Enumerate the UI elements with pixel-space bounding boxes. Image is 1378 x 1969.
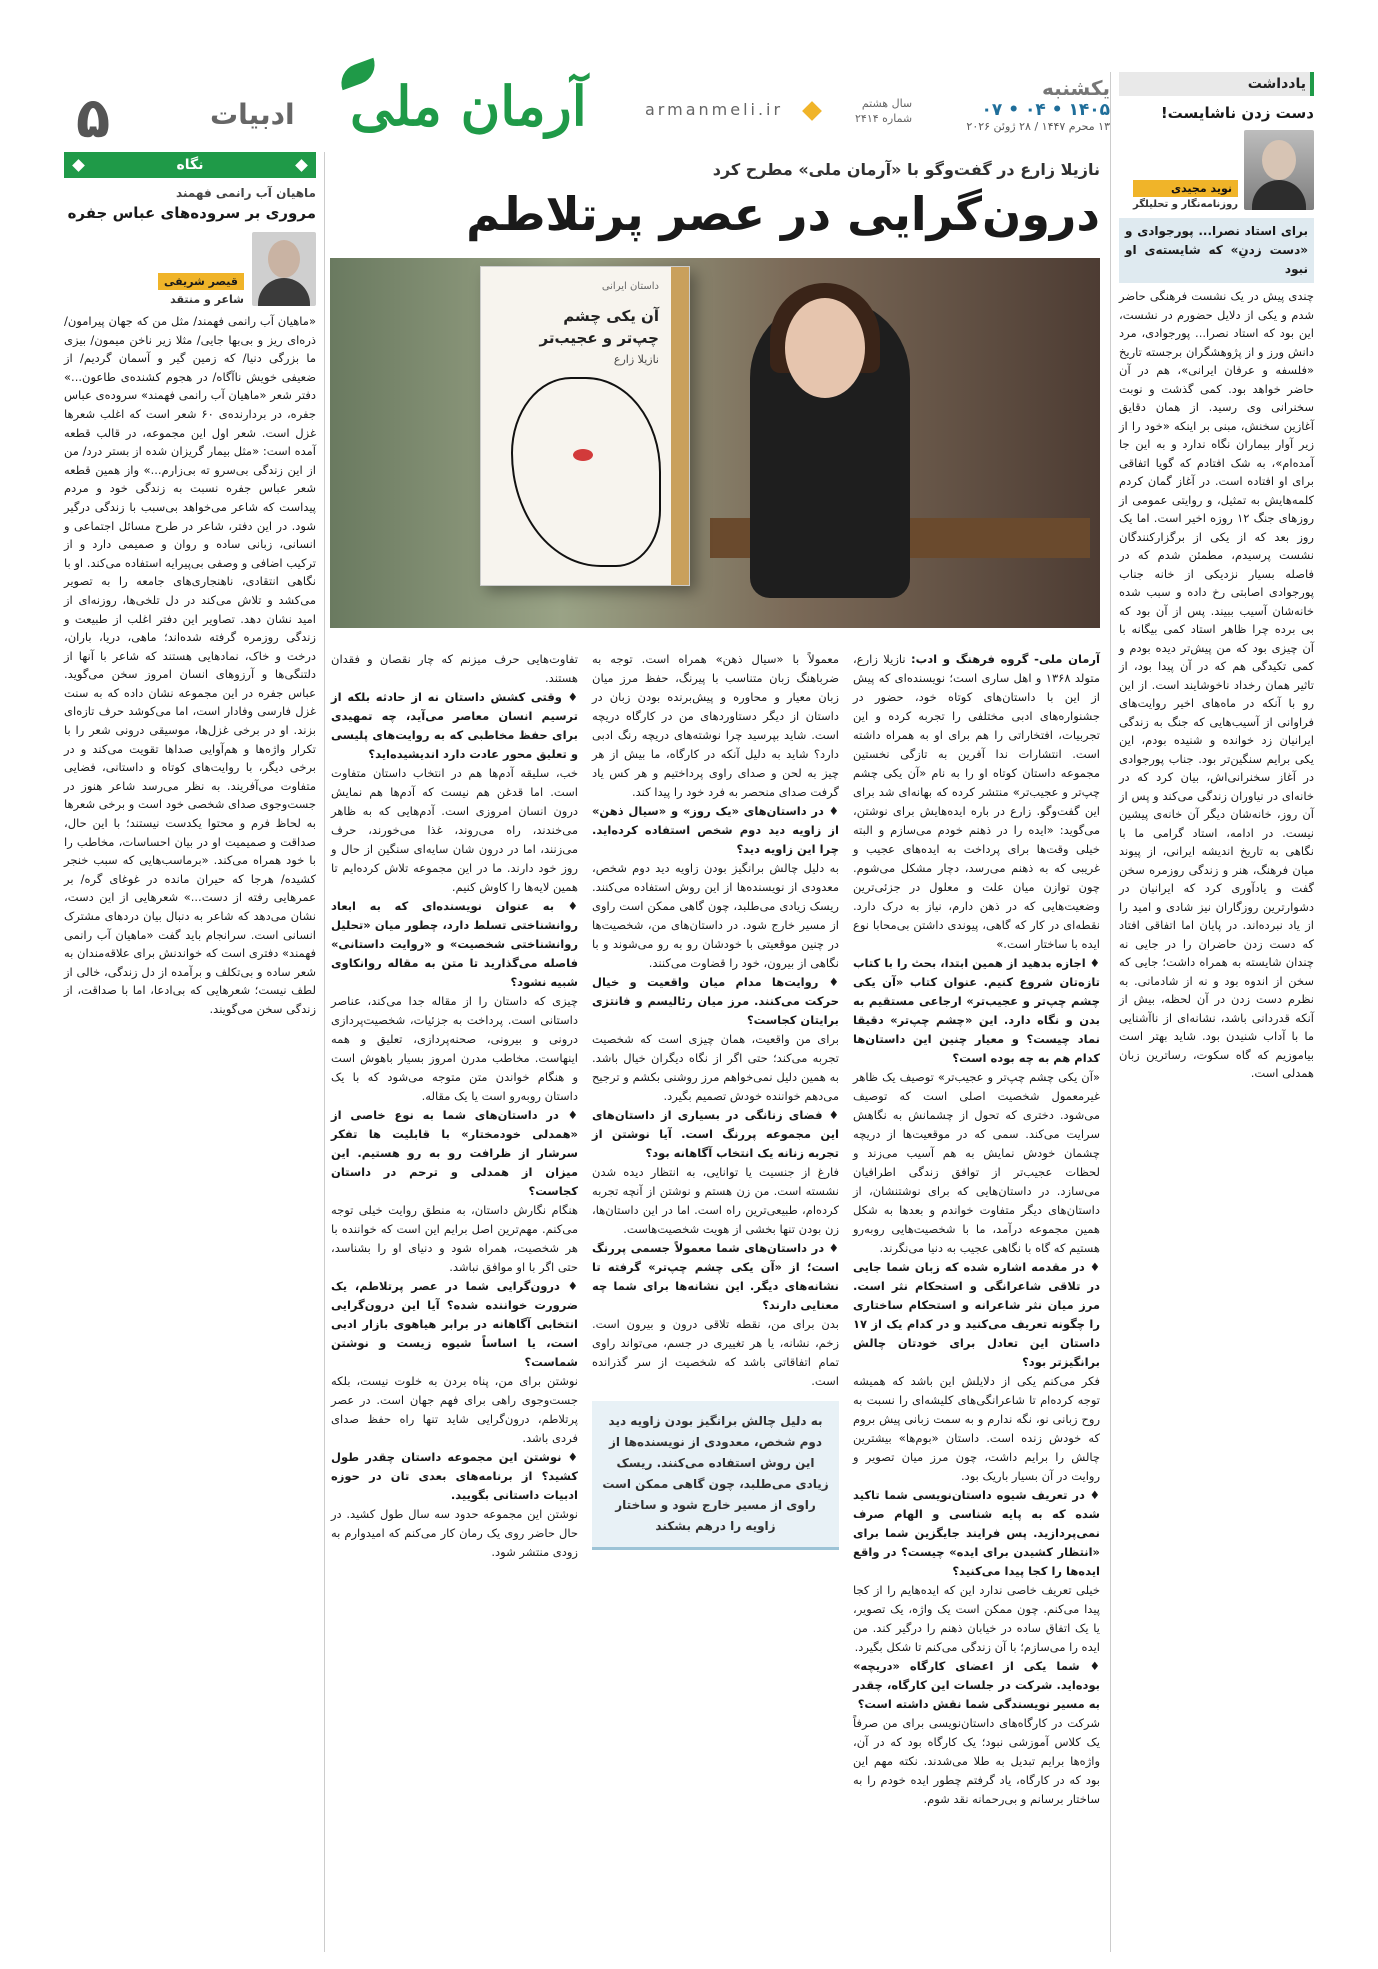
left-col-text: نوشتن این مجموعه حدود سه سال طول کشید. در حال حاضر روی یک رمان کار می‌کنم که امیدوارم به زودی منتشر شود.	[331, 1507, 578, 1559]
left-col-paragraph	[331, 1505, 578, 1562]
page-number: ۵	[76, 86, 111, 151]
middle-col-paragraph	[592, 1315, 839, 1391]
note-author-box	[1119, 130, 1314, 210]
right-col-text: شرکت در کارگاه‌های داستان‌نویسی برای من صرفاً یک کلاس آموزشی نبود؛ یک کارگاه بود که در آن، واژه‌ها برایم تبدیل به طلا می‌شدند. نکته مهم این بود که در کارگاه، یاد گرفتم چطور ایده خودم را به ساختار برسانم و بی‌رحمانه نقد شوم.	[853, 1716, 1100, 1806]
book-spine	[671, 267, 689, 585]
date-box	[930, 76, 1110, 133]
article-col-right	[853, 650, 1100, 1809]
right-col-question: ♦ اجازه بدهید از همین ابتدا، بحث را با کتاب تازه‌تان شروع کنیم. عنوان کتاب «آن یکی چشم چپ‌تر و عجیب‌تر» ارجاعی مستقیم به بدن و نگاه دارد. این «چشم چپ‌تر» دقیقا نماد چیست؟ و معیار چنین این داستان‌ها کدام هم به چه بوده است؟	[852, 956, 1100, 1065]
nagah-kicker: نگاه	[64, 152, 316, 178]
middle-col-question: ♦ در داستان‌های شما معمولاً جسمی پررنگ است؛ از «آن یکی چشم چپ‌تر» گرفته تا نشانه‌های دیگر. این نشانه‌ها برای شما چه معنایی دارند؟	[592, 1241, 839, 1312]
middle-text	[592, 650, 839, 1391]
article-col-left	[331, 650, 578, 1809]
site-url[interactable]: armanmeli.ir	[645, 100, 784, 119]
diamond-icon	[802, 101, 822, 121]
nagah-author-role: شاعر و منتقد	[170, 293, 244, 306]
left-col-paragraph	[331, 764, 578, 897]
left-col-question: ♦ وقتی کشش داستان نه از حادثه بلکه از ترسیم انسان معاصر می‌آید، چه تمهیدی برای حفظ مخاطبی که به روایت‌های پلیسی و تعلیق محور عادت دارد اندیشیده‌اید؟	[331, 690, 578, 761]
right-col-text: فکر می‌کنم یکی از دلایلش این باشد که همیشه توجه کرده‌ام تا شاعرانگی‌های کلیشه‌ای را نسبت به روح زبانی نو، نگه ندارم و به سمت زبانی پیش بروم که خودش زنده است. داستان «بوم‌ها» بیشترین چالش را برایم داشت، چون مرز میان تصویر و روایت در آن بسیار باریک بود.	[853, 1374, 1100, 1483]
left-col-paragraph	[331, 1201, 578, 1277]
middle-col-paragraph	[592, 859, 839, 973]
middle-col-text: به دلیل چالش برانگیز بودن زاویه دید دوم شخص، معدودی از نویسنده‌ها از این روش استفاده می‌کنند. ریسک زیادی می‌طلبد، چون گاهی ممکن است راوی از مسیر خارج شود. در داستان‌های من، شخصیت‌ها در چنین موقعیتی با خودشان رو به رو می‌شوند و با نگاهی از بیرون، خود را قضاوت می‌کنند.	[592, 861, 839, 970]
middle-col-paragraph	[592, 1163, 839, 1239]
article-col-middle	[592, 650, 839, 1809]
left-col-question: ♦ درون‌گرایی شما در عصر پرتلاطم، یک ضرورت خواننده شده؟ آیا این درون‌گرایی انتخابی آگاهانه در برابر هیاهوی بازار ادبی است، یا اساساً شیوه زیست و نوشتن شماست؟	[331, 1279, 578, 1369]
book-title: آن یکی چشم چپ‌تر و عجیب‌تر	[539, 307, 659, 347]
date-sub: ۱۳ محرم ۱۴۴۷ / ۲۸ ژوئن ۲۰۲۶	[966, 120, 1110, 133]
left-col-question: ♦ در داستان‌های شما به نوع خاصی از «همدلی خودمختار» با قابلیت ها تفکر سرشار از ظرافت رو به رو هستیم. این میزان از همدلی و ترحم در داستان کجاست؟	[331, 1108, 578, 1198]
nagah-body: «ماهیان آب رانمی فهمند/ مثل من که جهان پیرامون/ ذره‌ای ریز و بی‌بها جایی/ مثلا زیر ناخن میمون/ بیزی ما بزرگی دنیا/ که زمین گیر و آسمان گردیم/ از ضعیفی خویش ناآگاه/ در هجوم کشنده‌ی طاعون...» دفتر شعر «ماهیان آب رانمی فهمند» سروده‌ی عباس جفره، در بردارنده‌ی ۶۰ شعر است که اغلب شعرها غزل است. شعر اول این مجموعه، در قالب قطعه آمده است: «مثل بیمار گریزان شده از بستر درد/ من از این زندگی بی‌سرو ته بی‌زارم...» واز همین قطعه شعر عباس جفره نسبت به زندگی خود و مردم پیداست که شاعر می‌خواهد بی‌سبب با زندگی درگیر شود. در این دفتر، شاعر در طرح مسائل اجتماعی و انسانی، زبانی ساده و روان و صمیمی دارد و از ترکیب اضافی و وصفی بی‌پیرایه استفاده می‌کند. او با نگاهی انتقادی، ناهنجاری‌های جامعه را به تصویر می‌کشد و تلاش می‌کند در دل تلخی‌ها، روزنه‌ای از امید نشان دهد. تصاویر این دفتر اغلب از طبیعت و زندگی روزمره گرفته شده‌اند؛ ماهی، دریا، باران، درخت و خاک، نمادهایی هستند که شاعر با آنها از دلتنگی‌ها و آرزوهای انسان امروز سخن می‌گوید. عباس جفره در این مجموعه نشان داده که به سنت غزل فارسی وفادار است، اما می‌کوشد حرف تازه‌ای بزند. او در برخی غزل‌ها، موسیقی درونی شعر را با تکرار واژه‌ها و هم‌آوایی صداها تقویت می‌کند و در برخی دیگر، با روایت‌های کوتاه و داستانی، فضایی متفاوت می‌آفریند. به نظر می‌رسد شاعر هنوز در جست‌وجوی صدای شخصی خود است و برخی شعرها به لحاظ فرم و محتوا یکدست نیستند؛ با این حال، صداقت و صمیمیت او در بیان احساسات، مخاطب را با خود همراه می‌کند. «برماسب‌هایی که سبب خنجر کشیده/ هرجا که حیران مانده در غوغای گره/ بر عمرهایی رفته از دست...» شعرهایی از این دست، نشان می‌دهد که شاعر به دنبال بیان دردهای مشترک انسانی است. سرانجام باید گفت «ماهیان آب رانمی فهمند» دفتری است که خواندنش برای علاقه‌مندان به شعر ساده و بی‌تکلف و برآمده از دل زندگی، خالی از لطف نیست؛ شعرهایی که بی‌ادعا، اما با صداقت، از زندگی سخن می‌گویند.	[64, 314, 316, 1016]
left-col-question: ♦ نوشتن این مجموعه داستان چقدر طول کشید؟ از برنامه‌های بعدی تان در حوزه ادبیات داستانی بگویید.	[331, 1450, 578, 1502]
right-col-question: ♦ در مقدمه اشاره شده که زبان شما جایی در تلاقی شاعرانگی و استحکام نثر است. مرز میان نثر شاعرانه و استحکام ساختاری را چگونه تعریف می‌کنید و در کدام یک از ۱۷ داستان این تعادل برای خودتان چالش برانگیزتر بود؟	[853, 1260, 1100, 1369]
right-col-paragraph	[853, 1068, 1100, 1258]
nagah-subtitle: ماهیان آب رانمی فهمند	[176, 186, 316, 200]
middle-col-text: برای من واقعیت، همان چیزی است که شخصیت تجربه می‌کند؛ حتی اگر از نگاه دیگران خیال باشد. به همین دلیل نمی‌خواهم مرز روشنی بکشم و ترجیح می‌دهم خواننده خودش تصمیم بگیرد.	[592, 1032, 839, 1103]
left-col-text: خب، سلیقه آدم‌ها هم در انتخاب داستان متفاوت است. اما قدغن هم نیست که آدم‌ها هم نمایش درون انسان امروزی است. آدم‌هایی که به ظاهر می‌خندند، راه می‌روند، غذا می‌خورند، حرف می‌زنند، اما در درون شان سایه‌ای سنگین از حال و روز خود دارند. ما در این مجموعه تلاش کرده‌ایم تا همین لایه‌ها را کاوش کنیم.	[331, 766, 578, 894]
author-role: روزنامه‌نگار و تحلیلگر	[1133, 199, 1238, 210]
left-col-text: نوشتن برای من، پناه بردن به خلوت نیست، بلکه جست‌وجوی راهی برای فهم جهان است. در عصر پرتلاطم، درون‌گرایی شاید تنها راه حفظ صدای فردی باشد.	[331, 1374, 578, 1445]
middle-col-text: معمولاً با «سیال ذهن» همراه است. توجه به ضرباهنگ زبان متناسب با پیرنگ، حفظ مرز میان زبان معیار و محاوره و پیش‌برنده بودن زبان در داستان از دیگر دستاوردهای من در کارگاه دریچه است. شاید بپرسید چرا نوشته‌های دریچه رنگ ادبی دارد؟ شاید به دلیل آنکه در کارگاه، ما بیش از هر چیز به لحن و صدای راوی پرداختیم و هر کس یاد گرفت صدای منحصر به فرد خود را پیدا کند.	[592, 652, 839, 799]
right-col-paragraph	[853, 1714, 1100, 1809]
right-col-text: «آن یکی چشم چپ‌تر و عجیب‌تر» توصیف یک ظاهر غیرمعمول شخصیت اصلی است که توصیف می‌شود. دختری که تحول از چشمانش به نگاهش سرایت می‌کند. سمی که در موقعیت‌ها از دریچه چشمان خودش نمایش به هم آسیب می‌زند و لحظات عجیب‌تر از توافق زندگی اطرافیان می‌سازد. در داستان‌هایی که برای نوشتنشان، از داستان‌های دیگر متفاوت خواندم و بعدها به شکل همین مجموعه درآمد، ما با شخصیت‌هایی روبه‌رو هستیم که گاه با نگاهی عجیب به دنیا می‌نگرند.	[853, 1070, 1100, 1255]
article-photo	[330, 258, 1100, 628]
author-tag	[1133, 180, 1238, 210]
left-col-text: هنگام نگارش داستان، به منطق روایت خیلی توجه می‌کنم. مهم‌ترین اصل برایم این است که خواننده با هر شخصیت، همراه شود و دنیای او را بشناسد، حتی اگر با او موافق نباشد.	[331, 1203, 578, 1274]
pullquote: به دلیل چالش برانگیز بودن زاویه دید دوم شخص، معدودی از نویسنده‌ها از این روش استفاده می‌کنند. ریسک زیادی می‌طلبد، چون گاهی ممکن است راوی از مسیر خارج شود و ساختار زاویه را درهم بشکند	[592, 1401, 839, 1550]
nagah-author-box	[64, 232, 316, 306]
left-col-paragraph	[331, 992, 578, 1106]
nagah-author-name: قیصر شریفی	[158, 273, 244, 290]
date-main: ۱۴۰۵ • ۰۴ • ۰۷	[981, 100, 1110, 120]
issue-number: شماره ۲۴۱۴	[855, 112, 913, 125]
right-col-paragraph	[853, 650, 1100, 954]
right-col-paragraph	[853, 1372, 1100, 1486]
article-overline: نازیلا زارع در گفت‌وگو با «آرمان ملی» مطرح کرد	[712, 160, 1100, 179]
nagah-author-tag	[158, 273, 244, 306]
middle-col-paragraph	[592, 650, 839, 802]
middle-col-paragraph	[592, 1030, 839, 1106]
note-body: چندی پیش در یک نشست فرهنگی حاضر شدم و یکی از دلایل حضورم در نشست، این بود که استاد نصرا... پورجوادی، مرد دانش ورز و از پژوهشگران برجسته تاریخ «فلسفه و عرفان ایرانی»، هم در آن حاضر خواهد بود. کمی گذشت و نوبت سخنرانی وی رسید. از همان دقایق آغازین سخنش، مبنی بر اینکه «خود را از زیر آوار بیماران نگاه ندارد و به این جا آمده‌ام»، به شک افتادم که گویا اتفاقی برای او افتاده است. در آغاز گمان کردم کلمه‌هایش به تمثیل، و روایتی عمومی از روزهای جنگ ۱۲ روزه اخیر است. اما یک روز بعد که از یکی از برگزارکنندگان نشست پرسیدم، مطمئن شدم که در فاصله بسیار نزدیکی از خانه جناب پورجوادی اصابتی رخ داده و سبب شده خانه‌شان آسیب ببیند. پس از آن بود که بی برده چرا ظاهر استاد کمی بیگانه با آن چیزی بود که من پیش‌تر دیده بودم و کمی تکیدگی هم که در آن پیدا بود، از تاثیر همان رخداد ناخوشایند است. از این رو با آنکه در ماه‌های اخیر روایت‌های فراوانی از آسیب‌هایی که جنگ به زندگی ایرانیان زد خوانده و شنیده بودم، این یکی برایم سنگین‌تر بود. جناب پورجوادی در آغاز سخنرانی‌اش، بیان کرد که در خانه‌ای در نیاوران زندگی می‌کند و پس از آن روز، خانه‌شان دیگر آن خانه‌ی پیشین نیست. در ادامه، استاد گرامی ما با نگاهی به تاریخ اندیشه ایرانی، از پیوند میان فرهنگ، هنر و زندگی روزمره سخن گفت و یادآوری کرد که ایرانیان در دشوارترین روزگاران نیز شادی و امید را از یاد نبرده‌اند. در پایان اما اتفاقی افتاد که دست زدن حاضران را در جایی نه چندان شایسته به همراه داشت؛ جایی که سخن از اندوه بود و نه از شادمانی. به نظرم دست زدن در آن لحظه، بیش از آنکه قدردانی باشد، نشانه‌ای از ناآشنایی ما با آداب شنیدن بود. شاید بهتر است بیاموزیم که گاه سکوت، رساترین زبان همدلی است.	[1119, 289, 1314, 1080]
issue-year: سال هشتم	[861, 97, 913, 110]
book-author: نازیلا زارع	[613, 353, 659, 366]
author-portrait	[1244, 130, 1314, 210]
left-col-paragraph	[331, 650, 578, 688]
right-col-question: ♦ در تعریف شیوه داستان‌نویسی شما تاکید شده که به پایه شناسی و الهام صرف نمی‌پردازید. پس فرایند جایگزین شما برای «انتظار کشیدن برای ایده» چیست؟ در واقع ایده‌ها را کجا پیدا می‌کنید؟	[853, 1488, 1100, 1578]
left-col-text: چیزی که داستان را از مقاله جدا می‌کند، عناصر داستانی است. پرداخت به جزئیات، شخصیت‌پردازی درونی و بیرونی، صحنه‌پردازی، تعلیق و همه اینهاست. مخاطب مدرن امروز بسیار باهوش است و هنگام خواندن متن متوجه می‌شود که با یک داستان روبه‌رو است یا یک مقاله.	[331, 994, 578, 1103]
masthead	[60, 70, 1110, 150]
article-columns	[330, 650, 1100, 1809]
note-title: دست زدن ناشایست!	[1160, 104, 1314, 122]
note-kicker: یادداشت	[1119, 72, 1314, 96]
middle-col-text: بدن برای من، نقطه تلاقی درون و بیرون است. زخم، نشانه، یا هر تغییری در جسم، می‌تواند راوی تمام اتفاقاتی باشد که شخصیت از سر گذرانده است.	[592, 1317, 839, 1388]
middle-col-text: فارغ از جنسیت یا توانایی، به انتظار دیده شدن نشسته است. من زن هستم و نوشتن از آنچه تجربه کرده‌ام، طبیعی‌ترین راه است. اما در این داستان‌ها، زن بودن تنها بخشی از هویت شخصیت‌هاست.	[592, 1165, 839, 1236]
date-day: یکشنبه	[1042, 76, 1110, 100]
right-col-question: ♦ شما یکی از اعضای کارگاه «دریچه» بوده‌اید. شرکت در جلسات این کارگاه، چقدر به مسیر نویسندگی شما نقش داشته است؟	[853, 1659, 1100, 1711]
left-col-text: تفاوت‌هایی حرف میزنم که چار نقصان و فقدان هستند.	[331, 652, 578, 685]
book-series: داستان ایرانی	[601, 281, 659, 292]
right-col-text: نازیلا زارع، متولد ۱۳۶۸ و اهل ساری است؛ نویسنده‌ای که پیش از این با داستان‌های کوتاه خود، حضور در جشنواره‌های ادبی مختلفی را تجربه کرده و این تجربیات، افتخاراتی را هم برای او به همراه داشته است. انتشارات ندا آفرین به تازگی نخستین مجموعه داستان کوتاه او را به نام «آن یکی چشم چپ‌تر و عجیب‌تر» منتشر کرده که بهانه‌ای شد برای این گفت‌وگو. زارع در باره ایده‌هایش برای نوشتن، می‌گوید: «ایده را در ذهنم خودم می‌سازم و البته خیلی وقت‌ها برای پرداخت به ایده‌های عجیب و غریبی که به ذهنم می‌رسد، دچار مشکل می‌شوم. چون توازن میان علت و معلول در جزئی‌ترین وضعیت‌هایی که در ذهن دارم، نیاز به درک دارد. نقطه‌ای در کار که گاهی، پیوندی داشتن بی‌محابا نوع ایده با ساختار است.»	[853, 652, 1100, 951]
left-col-question: ♦ به عنوان نویسنده‌ای که به ابعاد روانشناختی تسلط دارد، چطور میان «تحلیل روانشناختی شخصیت» و «روایت داستانی» فاصله می‌گذارید تا متن به مقاله روانکاوی شبیه نشود؟	[331, 899, 578, 989]
right-col-paragraph	[853, 1581, 1100, 1657]
nagah-author-portrait	[252, 232, 316, 306]
note-column	[1110, 72, 1322, 1952]
main-article	[330, 160, 1100, 1806]
book-cover	[480, 266, 690, 586]
section-title: ادبیات	[210, 98, 295, 131]
right-col-text: خیلی تعریف خاصی ندارد این که ایده‌هایم را از کجا پیدا می‌کنم. چون ممکن است یک واژه، یک تصویر، یا یک اتفاق ساده در خیابان ذهنم را درگیر کند. من ایده را می‌سازم؛ با آن زندگی می‌کنم تا شکل بگیرد.	[853, 1583, 1100, 1654]
author-name: نوید مجیدی	[1133, 180, 1238, 197]
article-byline: آرمان ملی- گروه فرهنگ و ادب:	[911, 652, 1100, 666]
book-face-art	[511, 377, 661, 567]
note-lead: برای استاد نصرا... پورجوادی و «دست زدنِ» که شایسته‌ی او نبود	[1119, 218, 1314, 283]
article-headline: درون‌گرایی در عصر پرتلاطم	[466, 187, 1100, 241]
middle-col-question: ♦ روایت‌ها مدام میان واقعیت و خیال حرکت می‌کنند. مرز میان رئالیسم و فانتزی برایتان کجاست؟	[592, 975, 839, 1027]
nagah-column	[60, 152, 325, 1952]
middle-col-question: ♦ در داستان‌های «یک روز» و «سیال ذهن» از زاویه دید دوم شخص استفاده کرده‌اید. چرا این زاویه دید؟	[592, 804, 839, 856]
nagah-title: مروری بر سروده‌های عباس جفره	[67, 204, 316, 222]
left-col-paragraph	[331, 1372, 578, 1448]
newspaper-logo: آرمان ملی	[350, 74, 587, 138]
issue-info	[855, 96, 912, 126]
middle-col-question: ♦ فضای زنانگی در بسیاری از داستان‌های این مجموعه پررنگ است. آیا نوشتن از تجربه زنانه یک انتخاب آگاهانه بود؟	[592, 1108, 839, 1160]
person-face	[785, 298, 865, 398]
